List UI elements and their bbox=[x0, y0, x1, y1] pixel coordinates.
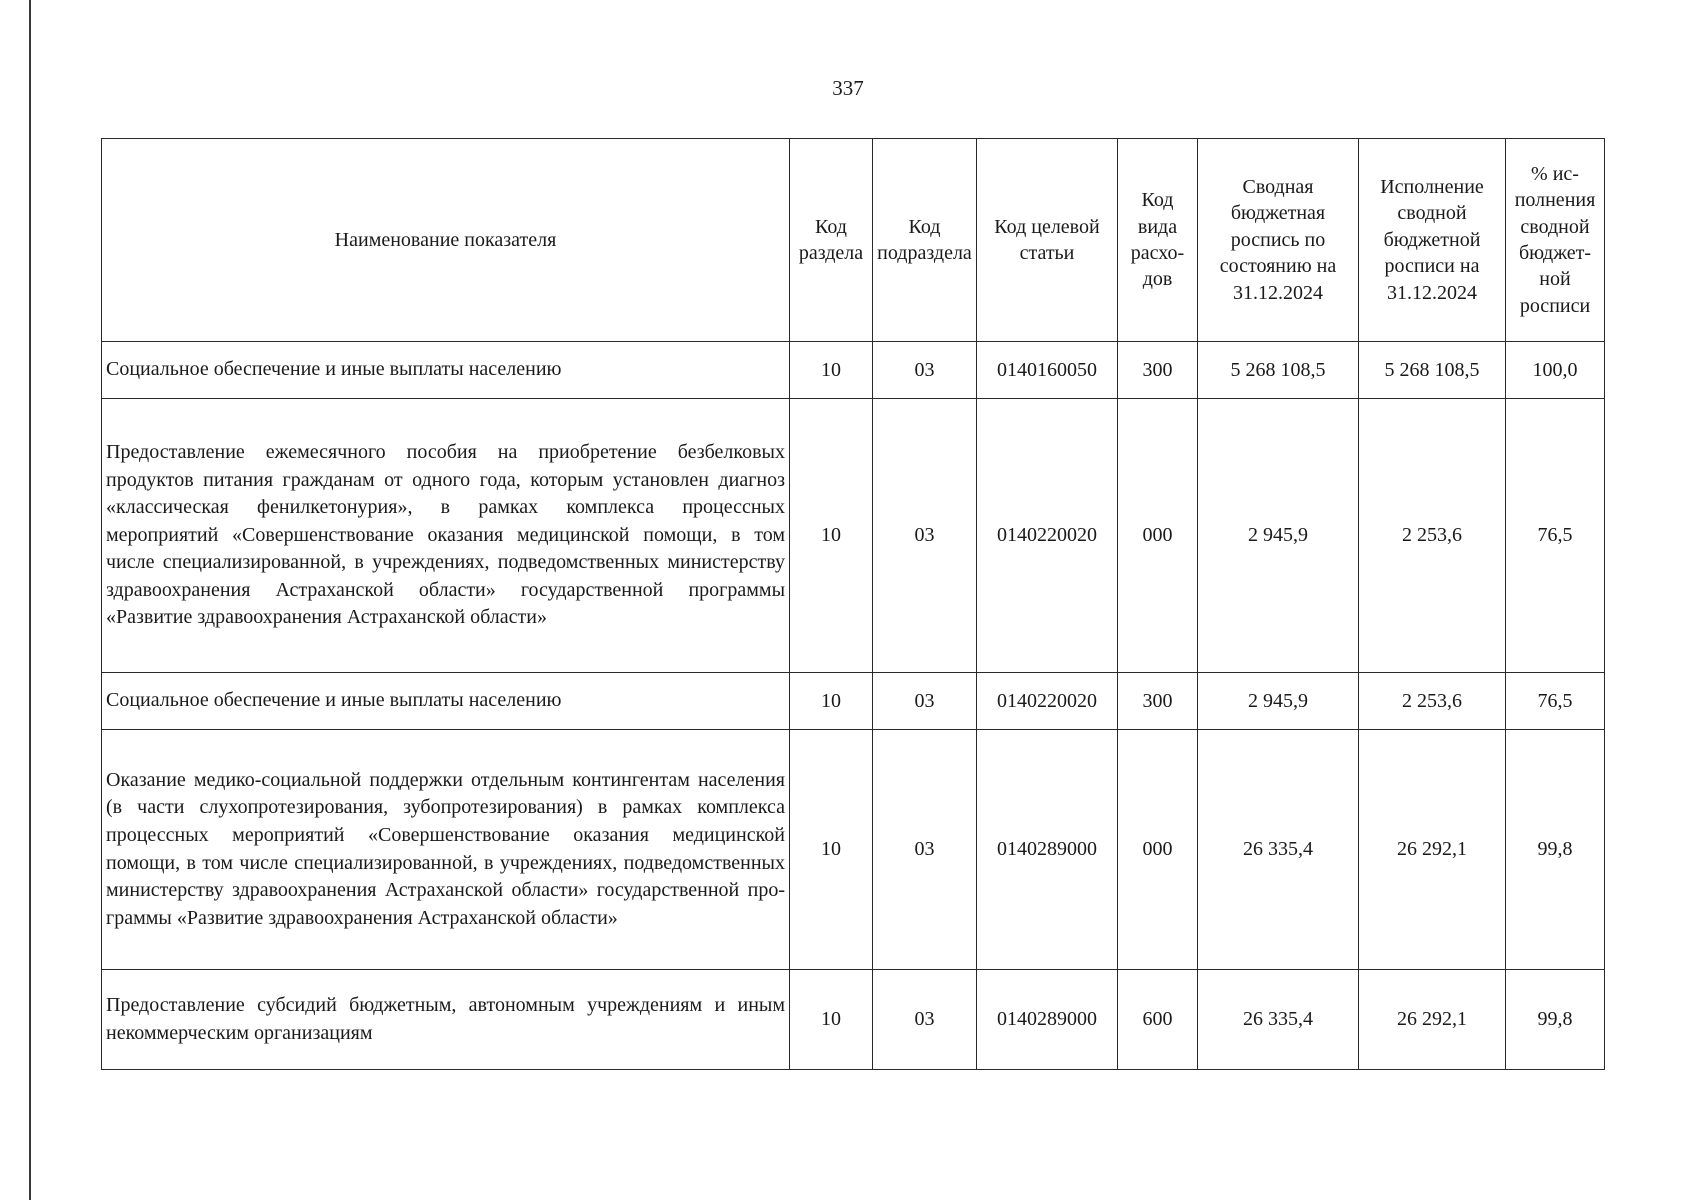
table-row bbox=[102, 673, 1605, 730]
row-execution: 26 292,1 bbox=[1359, 730, 1506, 970]
table-row bbox=[102, 399, 1605, 673]
row-expense-type: 000 bbox=[1118, 399, 1198, 673]
scan-edge-line bbox=[29, 0, 31, 1200]
row-percent: 100,0 bbox=[1506, 342, 1605, 399]
row-expense-type: 600 bbox=[1118, 970, 1198, 1070]
row-target: 0140220020 bbox=[977, 673, 1118, 730]
row-name: Предоставление субсидий бюджетным, автономным учреждениям и иным некоммерческим организациям bbox=[102, 970, 790, 1070]
row-subsection: 03 bbox=[873, 399, 977, 673]
row-execution: 2 253,6 bbox=[1359, 399, 1506, 673]
header-expense-type-code: Код вида расходов bbox=[1118, 139, 1198, 342]
header-subsection-code: Код подраздела bbox=[873, 139, 977, 342]
row-subsection: 03 bbox=[873, 970, 977, 1070]
row-subsection: 03 bbox=[873, 342, 977, 399]
row-plan: 26 335,4 bbox=[1198, 730, 1359, 970]
table-header-row bbox=[102, 139, 1605, 342]
row-plan: 2 945,9 bbox=[1198, 673, 1359, 730]
row-target: 0140220020 bbox=[977, 399, 1118, 673]
row-section: 10 bbox=[790, 730, 873, 970]
table-row bbox=[102, 970, 1605, 1070]
row-percent: 76,5 bbox=[1506, 673, 1605, 730]
row-plan: 5 268 108,5 bbox=[1198, 342, 1359, 399]
row-execution: 5 268 108,5 bbox=[1359, 342, 1506, 399]
header-execution-percent: % исполнения сводной бюджетной росписи bbox=[1506, 139, 1605, 342]
row-section: 10 bbox=[790, 342, 873, 399]
row-target: 0140160050 bbox=[977, 342, 1118, 399]
header-budget-execution: Исполнение сводной бюджетной росписи на 31.12.2024 bbox=[1359, 139, 1506, 342]
header-indicator-name: Наименование показателя bbox=[102, 139, 790, 342]
row-section: 10 bbox=[790, 399, 873, 673]
row-target: 0140289000 bbox=[977, 970, 1118, 1070]
row-percent: 99,8 bbox=[1506, 730, 1605, 970]
row-subsection: 03 bbox=[873, 730, 977, 970]
table-row bbox=[102, 730, 1605, 970]
row-expense-type: 300 bbox=[1118, 673, 1198, 730]
row-percent: 76,5 bbox=[1506, 399, 1605, 673]
row-name: Социальное обеспечение и иные выплаты населению bbox=[102, 673, 790, 730]
row-subsection: 03 bbox=[873, 673, 977, 730]
page-number: 337 bbox=[832, 76, 864, 100]
row-execution: 2 253,6 bbox=[1359, 673, 1506, 730]
header-section-code: Код раздела bbox=[790, 139, 873, 342]
header-budget-plan: Сводная бюджетная роспись по состоянию на 31.12.2024 bbox=[1198, 139, 1359, 342]
row-target: 0140289000 bbox=[977, 730, 1118, 970]
row-execution: 26 292,1 bbox=[1359, 970, 1506, 1070]
row-percent: 99,8 bbox=[1506, 970, 1605, 1070]
budget-table bbox=[101, 138, 1605, 1070]
row-plan: 26 335,4 bbox=[1198, 970, 1359, 1070]
row-section: 10 bbox=[790, 673, 873, 730]
row-expense-type: 300 bbox=[1118, 342, 1198, 399]
header-target-code: Код целевой статьи bbox=[977, 139, 1118, 342]
row-name: Предоставление ежемесячного пособия на приобретение безбелковых продуктов питания гражданам от одного года, которым установлен диагноз «классическая фенилкетонурия», в рамках комплекса процессных мероприятий «Совершенствование оказания медицинской помощи, в том числе специализированной, в учреждениях, подведомственных министерству здравоохранения Астраханской области» государственной программы «Развитие здравоохранения Астраханской области» bbox=[102, 399, 790, 673]
table-row bbox=[102, 342, 1605, 399]
row-section: 10 bbox=[790, 970, 873, 1070]
row-plan: 2 945,9 bbox=[1198, 399, 1359, 673]
row-name: Социальное обеспечение и иные выплаты населению bbox=[102, 342, 790, 399]
row-name: Оказание медико-социальной поддержки отдельным контингентам населения (в части слухопротезирования, зубопротезирования) в рамках комплекса процессных мероприятий «Совершенствование оказания медицинской помощи, в том числе специализированной, в учреждениях, подведомственных министерству здравоохранения Астраханской области» государственной программы «Развитие здравоохранения Астраханской области» bbox=[102, 730, 790, 970]
row-expense-type: 000 bbox=[1118, 730, 1198, 970]
